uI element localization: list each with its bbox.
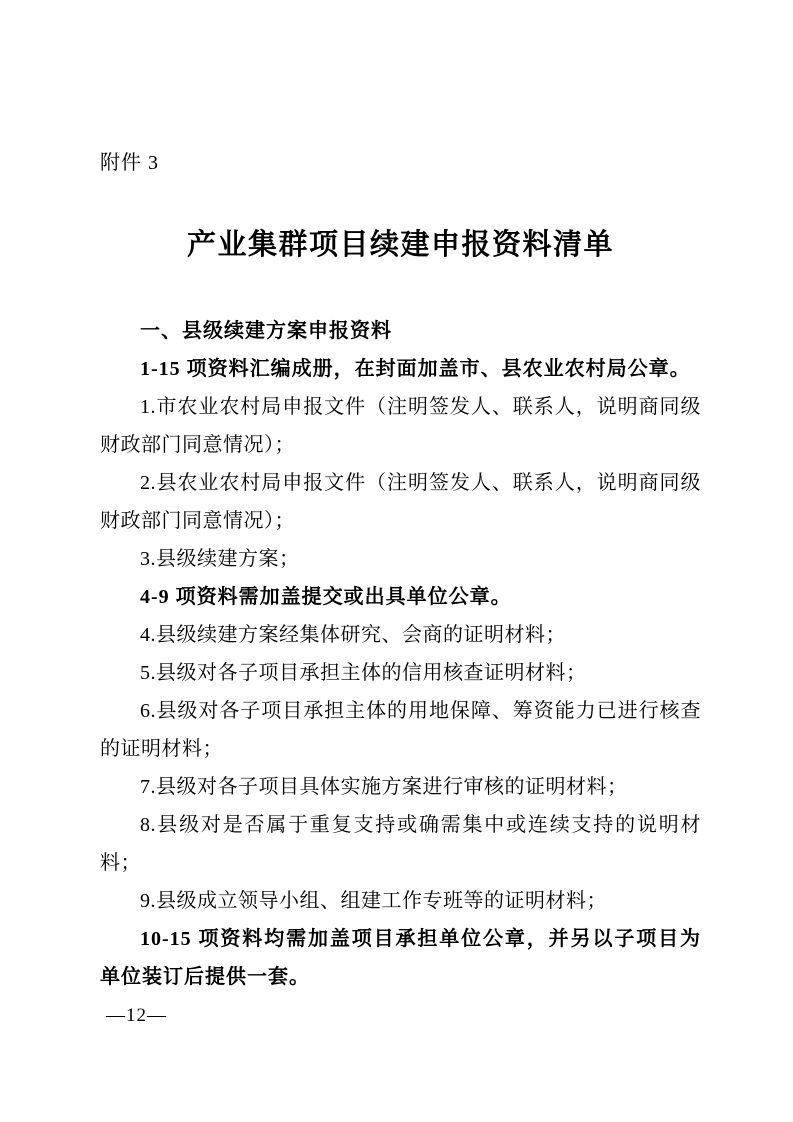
list-item-8: 8.县级对是否属于重复支持或确需集中或连续支持的说明材料； <box>100 814 701 874</box>
list-item-3: 3.县级续建方案； <box>140 548 300 570</box>
list-item-9: 9.县级成立领导小组、组建工作专班等的证明材料； <box>140 890 607 912</box>
note-items-1-15: 1-15 项资料汇编成册，在封面加盖市、县农业农村局公章。 <box>140 358 691 380</box>
list-item-1: 1.市农业农村局申报文件（注明签发人、联系人，说明商同级财政部门同意情况）； <box>100 396 701 456</box>
attachment-label: 附件 3 <box>100 152 159 174</box>
document-title: 产业集群项目续建申报资料清单 <box>186 229 614 261</box>
note-items-10-15: 10-15 项资料均需加盖项目承担单位公章，并另以子项目为单位装订后提供一套。 <box>100 928 701 988</box>
document-body <box>100 312 701 996</box>
list-item-4: 4.县级续建方案经集体研究、会商的证明材料； <box>140 624 566 646</box>
page-number: —12— <box>106 1005 167 1026</box>
list-item-5: 5.县级对各子项目承担主体的信用核查证明材料； <box>140 662 587 684</box>
list-item-7: 7.县级对各子项目具体实施方案进行审核的证明材料； <box>140 776 628 798</box>
note-items-4-9: 4-9 项资料需加盖提交或出具单位公章。 <box>140 586 512 608</box>
section-heading: 一、县级续建方案申报资料 <box>140 320 392 342</box>
list-item-2: 2.县农业农村局申报文件（注明签发人、联系人，说明商同级财政部门同意情况）； <box>100 472 701 532</box>
list-item-6: 6.县级对各子项目承担主体的用地保障、筹资能力已进行核查的证明材料； <box>100 700 701 760</box>
